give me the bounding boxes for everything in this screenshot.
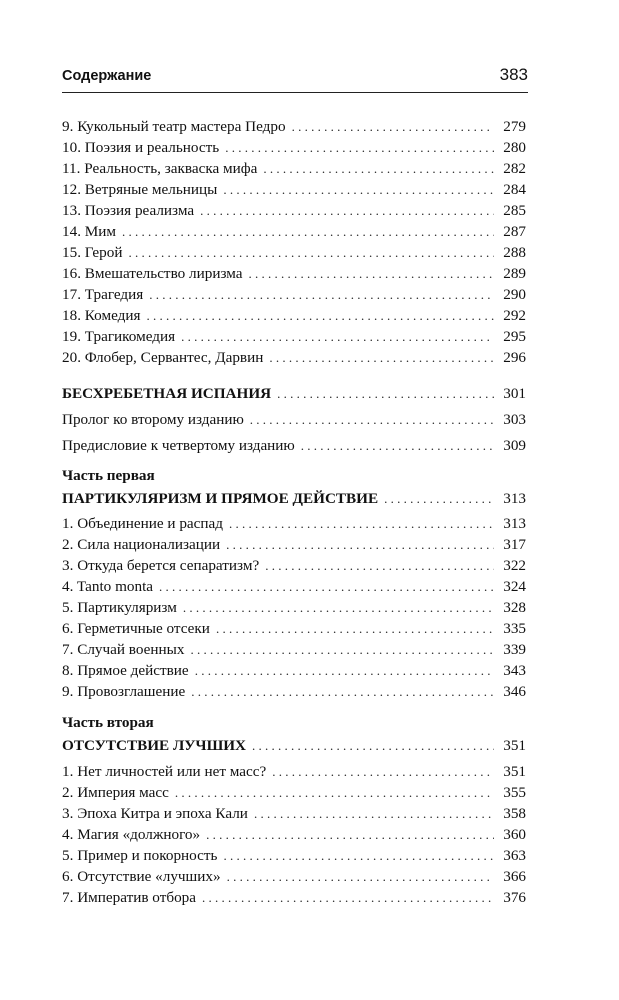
leader-dots [269, 348, 494, 368]
leader-dots [227, 867, 494, 887]
leader-dots [183, 598, 494, 618]
toc-entry-page: 335 [503, 620, 526, 637]
toc-entry-label: 1. Нет личностей или нет масс? [62, 763, 267, 780]
toc-entry-page: 363 [503, 847, 526, 864]
toc-entry-label: 15. Герой [62, 244, 123, 261]
part-title-label: ОТСУТСТВИЕ ЛУЧШИХ [62, 737, 247, 754]
toc-part-title [62, 489, 526, 509]
toc-section-title [62, 384, 526, 404]
toc-entry [62, 825, 526, 845]
toc-entry-label: 16. Вмешательство лиризма [62, 265, 243, 282]
toc-entry-label: 11. Реальность, закваска мифа [62, 160, 258, 177]
toc-entry-page: 287 [503, 223, 526, 240]
toc-entry [62, 598, 526, 618]
leader-dots [263, 159, 494, 179]
toc-entry-label: 3. Откуда берется сепаратизм? [62, 557, 260, 574]
toc-entry-page: 376 [503, 889, 526, 906]
leader-dots [223, 846, 494, 866]
toc-entry-page: 279 [503, 118, 526, 135]
leader-dots [225, 138, 494, 158]
toc-entry [62, 577, 526, 597]
leader-dots [191, 682, 494, 702]
toc-entry [62, 138, 526, 158]
part-title-page: 351 [503, 737, 526, 754]
leader-dots [216, 619, 494, 639]
toc-entry-label: 2. Империя масс [62, 784, 169, 801]
toc-entry-label: 7. Императив отбора [62, 889, 196, 906]
leader-dots [301, 436, 494, 456]
toc-entry-page: 351 [503, 763, 526, 780]
toc-entry-label: 5. Партикуляризм [62, 599, 177, 616]
leader-dots [202, 888, 494, 908]
toc-entry-label: Предисловие к четвертому изданию [62, 437, 295, 454]
toc-entry [62, 222, 526, 242]
toc-entry [62, 201, 526, 221]
toc-entry-label: 17. Трагедия [62, 286, 144, 303]
toc-entry-label: 4. Магия «должного» [62, 826, 201, 843]
toc-entry [62, 180, 526, 200]
toc-entry-page: 289 [503, 265, 526, 282]
toc-entry [62, 327, 526, 347]
toc-entry-label: 5. Пример и покорность [62, 847, 218, 864]
leader-dots [122, 222, 494, 242]
toc-entry [62, 514, 526, 534]
leader-dots [200, 201, 494, 221]
toc-entry-label: 20. Флобер, Сервантес, Дарвин [62, 349, 264, 366]
toc-entry [62, 619, 526, 639]
toc-entry-page: 285 [503, 202, 526, 219]
toc-entry-label: 8. Прямое действие [62, 662, 189, 679]
toc-entry-page: 292 [503, 307, 526, 324]
running-title: Содержание [62, 68, 152, 84]
toc-entry [62, 867, 526, 887]
toc-entry-page: 313 [503, 515, 526, 532]
leader-dots [272, 762, 494, 782]
toc-entry [62, 640, 526, 660]
toc-entry-page: 282 [503, 160, 526, 177]
toc-entry-label: 3. Эпоха Китра и эпоха Кали [62, 805, 248, 822]
toc-entry [62, 306, 526, 326]
section-title-page: 301 [503, 385, 526, 402]
toc-entry-page: 346 [503, 683, 526, 700]
leader-dots [292, 117, 494, 137]
leader-dots [159, 577, 494, 597]
toc-entry [62, 243, 526, 263]
leader-dots [384, 489, 494, 509]
toc-entry-label: 6. Герметичные отсеки [62, 620, 210, 637]
toc-entry [62, 410, 526, 430]
toc-entry-page: 343 [503, 662, 526, 679]
part-two-heading: Часть вторая [62, 714, 154, 731]
toc-entry-page: 284 [503, 181, 526, 198]
toc-entry-page: 339 [503, 641, 526, 658]
toc-entry [62, 804, 526, 824]
toc-entry-page: 355 [503, 784, 526, 801]
leader-dots [277, 384, 494, 404]
leader-dots [226, 535, 494, 555]
toc-entry [62, 846, 526, 866]
leader-dots [254, 804, 494, 824]
leader-dots [181, 327, 494, 347]
running-header [62, 64, 528, 88]
toc-entry-label: 10. Поэзия и реальность [62, 139, 220, 156]
toc-entry-label: 13. Поэзия реализма [62, 202, 195, 219]
toc-entry [62, 783, 526, 803]
leader-dots [223, 180, 494, 200]
toc-entry-label: 4. Tanto monta [62, 578, 154, 595]
header-rule [62, 92, 528, 93]
toc-entry-label: Пролог ко второму изданию [62, 411, 244, 428]
toc-entry-label: 6. Отсутствие «лучших» [62, 868, 221, 885]
toc-entry-page: 295 [503, 328, 526, 345]
toc-entry-page: 317 [503, 536, 526, 553]
toc-entry [62, 348, 526, 368]
toc-entry-page: 303 [503, 411, 526, 428]
part-title-label: ПАРТИКУЛЯРИЗМ И ПРЯМОЕ ДЕЙСТВИЕ [62, 490, 379, 507]
toc-entry-label: 18. Комедия [62, 307, 141, 324]
toc-entry-page: 290 [503, 286, 526, 303]
part-one-heading: Часть первая [62, 467, 155, 484]
toc-entry [62, 682, 526, 702]
leader-dots [265, 556, 494, 576]
toc-entry [62, 436, 526, 456]
toc-entry-page: 360 [503, 826, 526, 843]
toc-part-title [62, 736, 526, 756]
toc-entry-page: 296 [503, 349, 526, 366]
leader-dots [128, 243, 494, 263]
part-title-page: 313 [503, 490, 526, 507]
leader-dots [175, 783, 494, 803]
toc-entry-page: 309 [503, 437, 526, 454]
toc-entry-label: 12. Ветряные мельницы [62, 181, 218, 198]
toc-entry-label: 9. Провозглашение [62, 683, 186, 700]
toc-entry-page: 322 [503, 557, 526, 574]
toc-entry [62, 556, 526, 576]
toc-entry-label: 14. Мим [62, 223, 117, 240]
toc-entry [62, 285, 526, 305]
section-title-label: БЕСХРЕБЕТНАЯ ИСПАНИЯ [62, 385, 272, 402]
toc-entry-label: 1. Объединение и распад [62, 515, 224, 532]
toc-entry [62, 159, 526, 179]
toc-entry-page: 358 [503, 805, 526, 822]
leader-dots [206, 825, 494, 845]
toc-entry-label: 7. Случай военных [62, 641, 185, 658]
toc-entry [62, 264, 526, 284]
leader-dots [229, 514, 494, 534]
toc-entry-page: 324 [503, 578, 526, 595]
toc-entry [62, 762, 526, 782]
page-number: 383 [499, 65, 528, 84]
toc-entry-label: 19. Трагикомедия [62, 328, 176, 345]
leader-dots [248, 264, 494, 284]
leader-dots [195, 661, 494, 681]
toc-entry-page: 280 [503, 139, 526, 156]
toc-entry-label: 2. Сила национализации [62, 536, 221, 553]
leader-dots [146, 306, 494, 326]
toc-entry [62, 661, 526, 681]
toc-entry-page: 328 [503, 599, 526, 616]
toc-entry-label: 9. Кукольный театр мастера Педро [62, 118, 286, 135]
leader-dots [252, 736, 494, 756]
toc-entry-page: 288 [503, 244, 526, 261]
toc-entry [62, 535, 526, 555]
toc-entry [62, 888, 526, 908]
leader-dots [250, 410, 494, 430]
leader-dots [149, 285, 494, 305]
toc-entry [62, 117, 526, 137]
leader-dots [190, 640, 494, 660]
toc-entry-page: 366 [503, 868, 526, 885]
